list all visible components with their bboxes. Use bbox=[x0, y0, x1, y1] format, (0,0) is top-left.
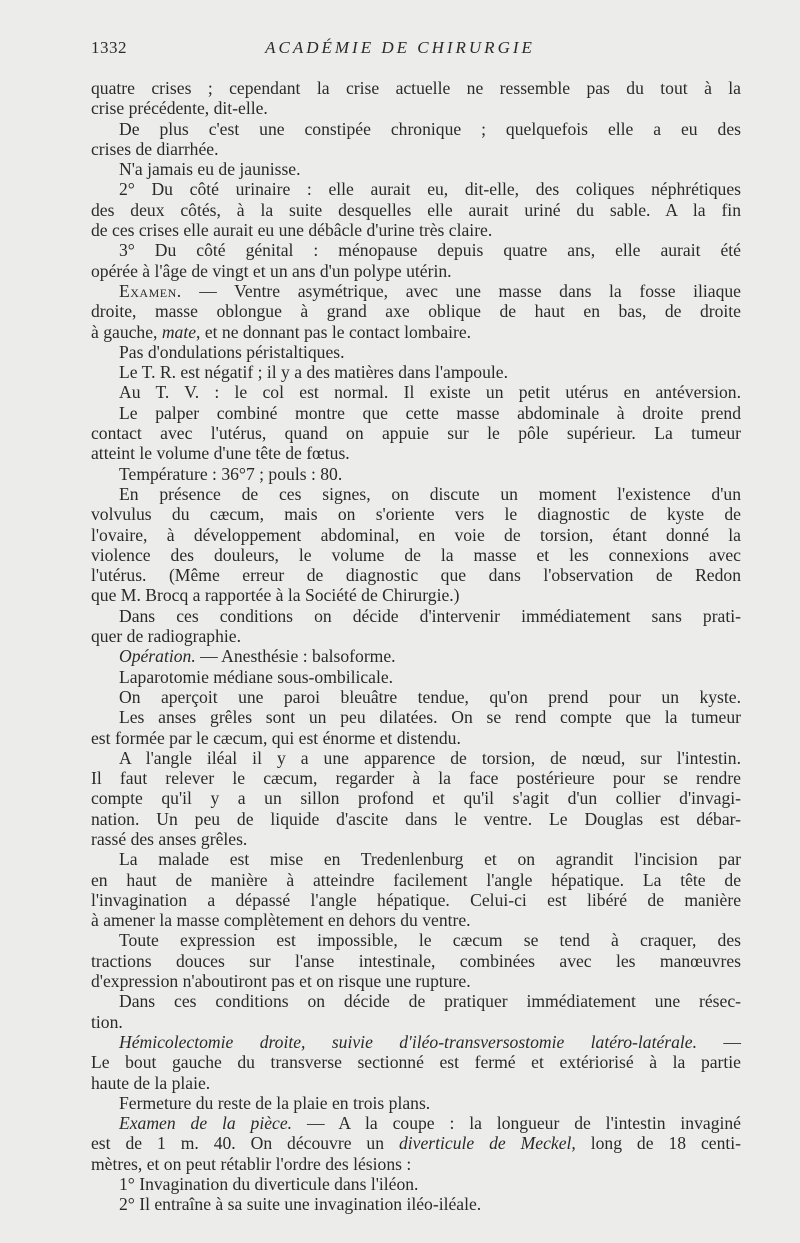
text-line bbox=[91, 200, 741, 220]
line-text: A l'angle iléal il y a une apparence de torsion, de nœud, sur l'intestin. bbox=[119, 747, 741, 768]
text-line bbox=[91, 423, 741, 443]
italic-text: Hémicolectomie droite, suivie d'iléo-transversostomie latéro-latérale. bbox=[119, 1031, 698, 1052]
text-line bbox=[91, 301, 741, 321]
line-text: l'utérus. (Même erreur de diagnostic que dans l'observation de Redon bbox=[91, 565, 741, 586]
line-text: Le T. R. est négatif ; il y a des matières dans l'ampoule. bbox=[119, 362, 508, 383]
text-line bbox=[91, 748, 741, 768]
text-line bbox=[91, 728, 741, 748]
line-text: N'a jamais eu de jaunisse. bbox=[119, 159, 301, 180]
text-line bbox=[91, 809, 741, 829]
text-line bbox=[91, 971, 741, 991]
text-line bbox=[91, 1093, 741, 1113]
italic-text: Examen de la pièce. bbox=[119, 1113, 293, 1134]
line-text: Il faut relever le cæcum, regarder à la face postérieure pour se rendre bbox=[91, 768, 741, 789]
line-text: 1° Invagination du diverticule dans l'iléon. bbox=[119, 1174, 419, 1195]
line-text: tion. bbox=[91, 1011, 123, 1032]
text-line bbox=[91, 220, 741, 240]
line-text: à gauche, bbox=[91, 321, 162, 342]
page-header bbox=[0, 38, 800, 62]
line-text: crise précédente, dit-elle. bbox=[91, 98, 268, 119]
line-text: opérée à l'âge de vingt et un ans d'un polype utérin. bbox=[91, 260, 452, 281]
text-line bbox=[91, 565, 741, 585]
text-line bbox=[91, 119, 741, 139]
text-line bbox=[91, 667, 741, 687]
text-line bbox=[91, 951, 741, 971]
line-text: Pas d'ondulations péristaltiques. bbox=[119, 341, 345, 362]
line-text-continued: — bbox=[697, 1031, 741, 1052]
text-line bbox=[91, 768, 741, 788]
line-text: que M. Brocq a rapportée à la Société de Chirurgie.) bbox=[91, 585, 460, 606]
text-line bbox=[91, 849, 741, 869]
text-line bbox=[91, 585, 741, 605]
text-line bbox=[91, 342, 741, 362]
line-text: On aperçoit une paroi bleuâtre tendue, qu'on prend pour un kyste. bbox=[119, 686, 741, 707]
line-text: atteint le volume d'une tête de fœtus. bbox=[91, 443, 350, 464]
line-text: violence des douleurs, le volume de la masse et les connexions avec bbox=[91, 544, 741, 565]
text-line bbox=[91, 829, 741, 849]
text-line bbox=[91, 362, 741, 382]
italic-text: mate bbox=[161, 321, 197, 342]
line-text: 3° Du côté génital : ménopause depuis quatre ans, elle aurait été bbox=[119, 240, 741, 261]
line-text: Au T. V. : le col est normal. Il existe un petit utérus en antéversion. bbox=[119, 382, 741, 403]
text-line bbox=[91, 646, 741, 666]
line-text: Dans ces conditions on décide de pratiquer immédiatement une résec- bbox=[119, 991, 741, 1012]
line-text-continued: — Anesthésie : balsoforme. bbox=[195, 646, 396, 667]
text-line bbox=[91, 870, 741, 890]
text-line bbox=[91, 139, 741, 159]
text-line bbox=[91, 991, 741, 1011]
line-text-continued: long de 18 centi- bbox=[575, 1133, 742, 1154]
text-line bbox=[91, 1032, 741, 1052]
text-line bbox=[91, 1012, 741, 1032]
text-line bbox=[91, 484, 741, 504]
text-line bbox=[91, 281, 741, 301]
text-line bbox=[91, 78, 741, 98]
text-line bbox=[91, 1073, 741, 1093]
line-text: rassé des anses grêles. bbox=[91, 828, 248, 849]
line-text-continued: , et ne donnant pas le contact lombaire. bbox=[196, 321, 472, 342]
line-text: des deux côtés, à la suite desquelles elle aurait uriné du sable. A la fin bbox=[91, 199, 741, 220]
section-lead: Examen. bbox=[119, 280, 182, 301]
line-text: en haut de manière à atteindre facilement l'angle hépatique. La tête de bbox=[91, 869, 741, 890]
line-text: mètres, et on peut rétablir l'ordre des lésions : bbox=[91, 1153, 412, 1174]
text-line bbox=[91, 1154, 741, 1174]
line-text: droite, masse oblongue à grand axe oblique de haut en bas, de droite bbox=[91, 301, 741, 322]
running-head: ACADÉMIE DE CHIRURGIE bbox=[265, 38, 535, 57]
text-line bbox=[91, 98, 741, 118]
text-line bbox=[91, 240, 741, 260]
line-text: nation. Un peu de liquide d'ascite dans le ventre. Le Douglas est débar- bbox=[91, 808, 741, 829]
line-text: Le palper combiné montre que cette masse abdominale à droite prend bbox=[119, 402, 741, 423]
text-line bbox=[91, 890, 741, 910]
line-text: l'ovaire, à développement abdominal, en voie de torsion, étant donné la bbox=[91, 524, 741, 545]
line-text: tractions douces sur l'anse intestinale, combinées avec les manœuvres bbox=[91, 950, 741, 971]
text-line bbox=[91, 403, 741, 423]
text-line bbox=[91, 382, 741, 402]
line-text: est formée par le cæcum, qui est énorme et distendu. bbox=[91, 727, 461, 748]
line-text: Laparotomie médiane sous-ombilicale. bbox=[119, 666, 394, 687]
text-line bbox=[91, 707, 741, 727]
line-text: quer de radiographie. bbox=[91, 626, 241, 647]
text-line bbox=[91, 159, 741, 179]
text-line bbox=[91, 525, 741, 545]
text-line bbox=[91, 606, 741, 626]
text-line bbox=[91, 545, 741, 565]
line-text: à amener la masse complètement en dehors du ventre. bbox=[91, 910, 471, 931]
line-text: Le bout gauche du transverse sectionné est fermé et extériorisé à la partie bbox=[91, 1052, 741, 1073]
line-text: 2° Du côté urinaire : elle aurait eu, dit-elle, des coliques néphrétiques bbox=[119, 179, 741, 200]
line-text: Les anses grêles sont un peu dilatées. On se rend compte que la tumeur bbox=[119, 707, 741, 728]
text-line bbox=[91, 1133, 741, 1153]
text-line bbox=[91, 443, 741, 463]
text-line bbox=[91, 1052, 741, 1072]
line-text: En présence de ces signes, on discute un moment l'existence d'un bbox=[119, 483, 741, 504]
line-text: d'expression n'aboutiront pas et on risque une rupture. bbox=[91, 971, 471, 992]
italic-text: diverticule de Meckel, bbox=[398, 1133, 576, 1154]
text-line bbox=[91, 261, 741, 281]
body-text bbox=[91, 78, 741, 1215]
line-text: La malade est mise en Tredenlenburg et on agrandit l'incision par bbox=[119, 849, 741, 870]
line-text: contact avec l'utérus, quand on appuie sur le pôle supérieur. La tumeur bbox=[91, 423, 741, 444]
text-line bbox=[91, 1113, 741, 1133]
line-text: Température : 36°7 ; pouls : 80. bbox=[119, 463, 343, 484]
text-line bbox=[91, 687, 741, 707]
page-number: 1332 bbox=[91, 38, 127, 57]
text-line bbox=[91, 930, 741, 950]
text-line bbox=[91, 464, 741, 484]
line-text: De plus c'est une constipée chronique ; quelquefois elle a eu des bbox=[119, 118, 741, 139]
line-text: — Ventre asymétrique, avec une masse dans la fosse iliaque bbox=[181, 280, 741, 301]
line-text: quatre crises ; cependant la crise actuelle ne ressemble pas du tout à la bbox=[91, 78, 741, 98]
italic-text: Opération. bbox=[119, 646, 196, 667]
line-text: de ces crises elle aurait eu une débâcle d'urine très claire. bbox=[91, 220, 493, 241]
line-text: est de 1 m. 40. On découvre un bbox=[91, 1133, 399, 1154]
text-line bbox=[91, 788, 741, 808]
text-line bbox=[91, 910, 741, 930]
line-text: Toute expression est impossible, le cæcum se tend à craquer, des bbox=[119, 930, 741, 951]
line-text: crises de diarrhée. bbox=[91, 138, 219, 159]
text-line bbox=[91, 179, 741, 199]
line-text: haute de la plaie. bbox=[91, 1072, 211, 1093]
line-text: volvulus du cæcum, mais on s'oriente vers le diagnostic de kyste de bbox=[91, 504, 741, 525]
text-line bbox=[91, 1174, 741, 1194]
line-text: Fermeture du reste de la plaie en trois plans. bbox=[119, 1092, 431, 1113]
text-line bbox=[91, 626, 741, 646]
text-line bbox=[91, 1194, 741, 1214]
line-text: Dans ces conditions on décide d'intervenir immédiatement sans prati- bbox=[119, 605, 741, 626]
text-line bbox=[91, 504, 741, 524]
line-text: 2° Il entraîne à sa suite une invagination iléo-iléale. bbox=[119, 1194, 482, 1215]
line-text: compte qu'il y a un sillon profond et qu'il s'agit d'un collier d'invagi- bbox=[91, 788, 741, 809]
line-text-continued: — A la coupe : la longueur de l'intestin invaginé bbox=[292, 1113, 741, 1134]
text-line bbox=[91, 322, 741, 342]
line-text: l'invagination a dépassé l'angle hépatique. Celui-ci est libéré de manière bbox=[91, 889, 741, 910]
